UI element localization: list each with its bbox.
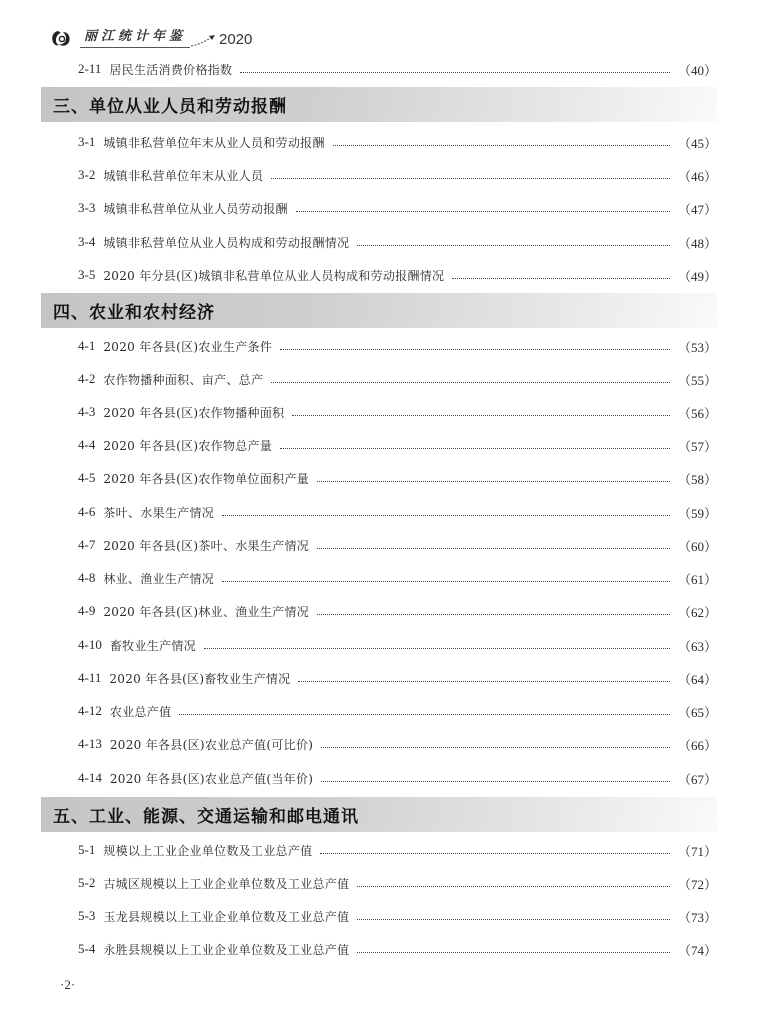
entry-number: 3-3 xyxy=(78,200,96,215)
page-number: ·2· xyxy=(60,977,76,992)
dot-leader xyxy=(271,381,670,383)
toc-entry[interactable] xyxy=(78,468,717,488)
book-year: 2020 xyxy=(219,31,253,48)
dot-leader xyxy=(280,348,670,350)
entry-title: 茶叶、水果生产情况 xyxy=(103,505,215,520)
entry-number: 3-1 xyxy=(78,134,96,149)
dot-leader xyxy=(204,647,670,649)
section-header[interactable] xyxy=(41,87,717,122)
entry-title: 林业、渔业生产情况 xyxy=(103,571,215,586)
dot-leader xyxy=(271,177,670,179)
running-header xyxy=(50,22,252,48)
entry-title: 2020 年各县(区)农作物单位面积产量 xyxy=(103,471,310,486)
entry-title: 永胜县规模以上工业企业单位数及工业总产值 xyxy=(103,942,350,957)
book-title: 丽江统计年鉴 xyxy=(80,29,190,48)
entry-title: 2020 年分县(区)城镇非私营单位从业人员构成和劳动报酬情况 xyxy=(103,268,445,283)
toc-entry[interactable] xyxy=(78,336,717,356)
entry-title: 2020 年各县(区)农业总产值(可比价) xyxy=(109,737,314,752)
entry-number: 3-2 xyxy=(78,167,96,182)
dot-leader xyxy=(222,580,670,582)
entry-number: 4-9 xyxy=(78,603,96,618)
dot-leader xyxy=(357,244,670,246)
dot-leader xyxy=(357,918,670,920)
toc-entry[interactable] xyxy=(78,873,717,893)
entry-page: （62） xyxy=(677,604,717,620)
entry-page: （61） xyxy=(677,571,717,587)
entry-number: 4-12 xyxy=(78,703,102,718)
section-title: 三、单位从业人员和劳动报酬 xyxy=(53,97,287,117)
entry-title: 居民生活消费价格指数 xyxy=(109,62,233,77)
entry-page: （60） xyxy=(677,538,717,554)
entry-title: 玉龙县规模以上工业企业单位数及工业总产值 xyxy=(103,909,350,924)
toc-entry[interactable] xyxy=(78,734,717,754)
toc-entry[interactable] xyxy=(78,668,717,688)
dot-leader xyxy=(179,713,670,715)
entry-page: （63） xyxy=(677,638,717,654)
entry-title: 规模以上工业企业单位数及工业总产值 xyxy=(103,843,313,858)
entry-title: 畜牧业生产情况 xyxy=(109,638,196,653)
toc-entry[interactable] xyxy=(78,906,717,926)
entry-title: 城镇非私营单位年末从业人员和劳动报酬 xyxy=(103,135,325,150)
entry-page: （67） xyxy=(677,771,717,787)
entry-title: 城镇非私营单位从业人员劳动报酬 xyxy=(103,201,288,216)
entry-number: 2-11 xyxy=(78,61,102,76)
dot-leader xyxy=(317,613,670,615)
toc-entry[interactable] xyxy=(78,198,717,218)
toc-entry[interactable] xyxy=(78,535,717,555)
entry-number: 4-6 xyxy=(78,504,96,519)
entry-page: （57） xyxy=(677,438,717,454)
section-header[interactable] xyxy=(41,293,717,328)
entry-number: 4-3 xyxy=(78,404,96,419)
section-title: 五、工业、能源、交通运输和邮电通讯 xyxy=(53,807,359,827)
dot-leader xyxy=(357,885,670,887)
toc-entry[interactable] xyxy=(78,568,717,588)
entry-number: 4-14 xyxy=(78,770,102,785)
toc-entry[interactable] xyxy=(78,59,717,79)
dot-leader xyxy=(452,277,670,279)
entry-page: （59） xyxy=(677,505,717,521)
entry-page: （64） xyxy=(677,671,717,687)
dot-leader xyxy=(321,780,670,782)
dot-leader xyxy=(333,144,670,146)
toc-entry[interactable] xyxy=(78,701,717,721)
entry-number: 4-4 xyxy=(78,437,96,452)
entry-page: （40） xyxy=(677,62,717,78)
dot-leader xyxy=(240,71,670,73)
entry-number: 4-7 xyxy=(78,537,96,552)
entry-page: （74） xyxy=(677,942,717,958)
entry-title: 城镇非私营单位从业人员构成和劳动报酬情况 xyxy=(103,235,350,250)
toc-entry[interactable] xyxy=(78,768,717,788)
section-header[interactable] xyxy=(41,797,717,832)
toc-entry[interactable] xyxy=(78,369,717,389)
entry-page: （45） xyxy=(677,135,717,151)
toc-entry[interactable] xyxy=(78,232,717,252)
toc-entry[interactable] xyxy=(78,265,717,285)
entry-page: （71） xyxy=(677,843,717,859)
entry-number: 4-1 xyxy=(78,338,96,353)
entry-page: （49） xyxy=(677,268,717,284)
toc-entry[interactable] xyxy=(78,635,717,655)
toc-entry[interactable] xyxy=(78,165,717,185)
entry-page: （73） xyxy=(677,909,717,925)
dot-leader xyxy=(292,414,670,416)
dot-leader xyxy=(317,547,670,549)
entry-number: 4-5 xyxy=(78,470,96,485)
entry-number: 4-8 xyxy=(78,570,96,585)
entry-number: 5-4 xyxy=(78,941,96,956)
entry-title: 农作物播种面积、亩产、总产 xyxy=(103,372,264,387)
dot-leader xyxy=(298,680,670,682)
entry-title: 2020 年各县(区)林业、渔业生产情况 xyxy=(103,604,310,619)
entry-page: （65） xyxy=(677,704,717,720)
entry-title: 农业总产值 xyxy=(109,704,172,719)
toc-entry[interactable] xyxy=(78,132,717,152)
entry-number: 5-1 xyxy=(78,842,96,857)
entry-number: 4-10 xyxy=(78,637,102,652)
entry-number: 5-2 xyxy=(78,875,96,890)
entry-title: 2020 年各县(区)畜牧业生产情况 xyxy=(109,671,291,686)
section-title: 四、农业和农村经济 xyxy=(53,303,215,323)
toc-entry[interactable] xyxy=(78,502,717,522)
entry-number: 3-4 xyxy=(78,234,96,249)
spiral-logo-icon xyxy=(50,28,72,48)
dot-leader xyxy=(280,447,670,449)
entry-page: （55） xyxy=(677,372,717,388)
dot-leader xyxy=(320,852,670,854)
entry-page: （72） xyxy=(677,876,717,892)
dot-leader xyxy=(296,210,670,212)
entry-title: 古城区规模以上工业企业单位数及工业总产值 xyxy=(103,876,350,891)
entry-title: 2020 年各县(区)茶叶、水果生产情况 xyxy=(103,538,310,553)
dot-leader xyxy=(321,746,670,748)
entry-page: （58） xyxy=(677,471,717,487)
entry-page: （48） xyxy=(677,235,717,251)
entry-page: （56） xyxy=(677,405,717,421)
dot-leader xyxy=(357,951,670,953)
entry-page: （53） xyxy=(677,339,717,355)
dot-leader xyxy=(317,480,670,482)
entry-title: 2020 年各县(区)农作物播种面积 xyxy=(103,405,285,420)
entry-number: 4-11 xyxy=(78,670,102,685)
toc-entry[interactable] xyxy=(78,939,717,959)
toc-entry[interactable] xyxy=(78,840,717,860)
entry-number: 5-3 xyxy=(78,908,96,923)
entry-number: 4-13 xyxy=(78,736,102,751)
dot-leader xyxy=(222,514,670,516)
entry-title: 2020 年各县(区)农作物总产量 xyxy=(103,438,273,453)
toc-entry[interactable] xyxy=(78,402,717,422)
arrow-icon xyxy=(190,33,218,47)
toc-entry[interactable] xyxy=(78,435,717,455)
entry-page: （46） xyxy=(677,168,717,184)
entry-page: （47） xyxy=(677,201,717,217)
entry-title: 2020 年各县(区)农业总产值(当年价) xyxy=(109,771,314,786)
entry-page: （66） xyxy=(677,737,717,753)
entry-number: 4-2 xyxy=(78,371,96,386)
entry-title: 城镇非私营单位年末从业人员 xyxy=(103,168,264,183)
entry-number: 3-5 xyxy=(78,267,96,282)
entry-title: 2020 年各县(区)农业生产条件 xyxy=(103,339,273,354)
toc-entry[interactable] xyxy=(78,601,717,621)
